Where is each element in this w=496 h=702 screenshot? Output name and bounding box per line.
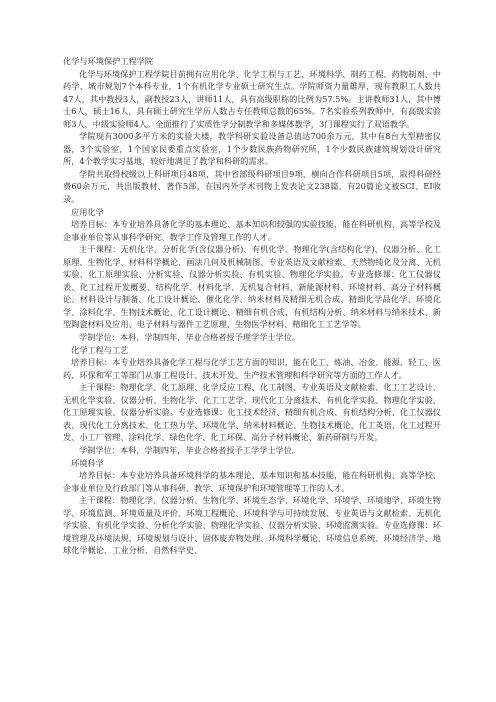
major-goal: 培养目标：本专业培养具备环境科学的基本理论、基本知识和基本技能，能在科研机构、高等学校、企事业单位及行政部门等从事科研、教学、环境保护和环境管理等工作的人才。	[63, 470, 441, 493]
major-heading: 化学工程与工艺	[71, 344, 129, 355]
major-degree: 学制学位：本科，学制四年，毕业合格者授予理学学士学位。	[79, 332, 301, 343]
major-goal: 培养目标：本专业培养具备化学工程与化学工艺方面的知识，能在化工、炼油、冶金、能源、轻工、医药、环保和军工等部门从事工程设计、技术开发、生产技术管理和科学研究等方面的工作人才。	[63, 357, 441, 380]
major-courses: 主干课程：无机化学、分析化学(含仪器分析)、有机化学、物理化学(含结构化学)、仪器分析、化工原理、生物化学、材料科学概论、画法几何及机械制图、专业英语及文献检索、天然物纯化及分离、无机实验、化工原理实验、分析实验、仪器分析实验、有机实验、物理化学实验。专业选修课：化工仪器仪表、化工过程开发概要、结构化学、材料化学、无机复合材料、新能源材料、环境材料、高分子材料概论、材料设计与制备、化工设计概论、催化化学、纳米材料及精细无机合成、精细化学品化学、环境化学、涂料化学、生物技术概论、化工设计概论、精细有机合成、有机结构分析、纳米材料与纳米技术、新型陶瓷材料及应用、电子材料与器件工艺原理、生物医学材料、精细化工工艺学等。	[63, 244, 441, 330]
major-goal: 培养目标：本专业培养具备化学的基本理论、基本知识和较强的实验技能，能在科研机构、高等学校及企事业单位等从事科学研究、教学工作及管理工作的人才。	[63, 219, 441, 242]
major-heading: 应用化学	[71, 206, 104, 217]
college-title: 化学与环境保护工程学院	[63, 56, 154, 66]
intro-paragraph: 化学与环境保护工程学院目前拥有应用化学、化学工程与工艺、环境科学、制药工程、药物制剂、中药学、城市规划7个本科专业，1个有机化学专业硕士研究生点。学院师资力量雄厚，现有教职工人数共47人，其中教授3人，副教授23人，讲师11人，具有高级职称的比例为57.5%。主讲教师31人，其中博士6人，硕士16人，具有硕士研究生学历人数占专任教师总数的65%。7名实验系列教师中，有高级实验师3人，中级实验师4人。全面推行了实质性学分制教学和多媒体教学，3门课程实行了双语教学。	[63, 68, 441, 129]
major-courses: 主干课程：物理化学、仪器分析、生物化学、环境生态学、环境化学、环境学、环境地学、环境生物学、环境监测、环境质量及评价、环境工程概论、环境科学与可持续发展、专业英语与文献检索、无机化学实验、有机化学实验、分析化学实验、物理化学实验、仪器分析实验、环境监测实验。专业选修课：环境管理及环境法规、环境规划与设计、固体废弃物处理、环境科学概论、环境信息系统、环境经济学、地球化学概论、工业分析、自然科学史、	[63, 495, 441, 556]
major-heading: 环境科学	[71, 457, 104, 468]
intro-paragraph: 学院共取得校级以上科研项目48项，其中省部级科研项目9项，横向合作科研项目5项，取得科研经费60余万元，共出版教材、著作5部，在国内外学术刊物上发表论文238篇，有20篇论文被SCI、EI收录。	[63, 168, 441, 205]
major-degree: 学制学位：本科，学制四年，毕业合格者授予工学学士学位。	[79, 444, 301, 455]
document-page	[63, 55, 441, 557]
major-courses: 主干课程：物理化学、化工原理、化学反应工程、化工制图、专业英语及文献检索、化工工艺设计、无机化学实验、仪器分析、生物化学、化工工艺学、现代化工分离技术、有机化学实验、物理化学实验、化工原理实验、仪器分析实验。专业选修课：化工技术经济、精细有机合成、有机结构分析、化工仪器仪表、现代化工分离技术、化工热力学、环境化学、纳米材料概论、生物技术概论、化工英语、化工过程开发、小工厂管理、涂料化学、绿色化学、化工环保、高分子材料概论、新药研制与开发。	[63, 382, 441, 443]
intro-paragraph: 学院现有3000多平方米的实验大楼，教学科研实验设备总值达700余万元，其中有8台大型精密仪器，3个实验室，1个国家民委重点实验室，1个少数民族药物研究所，1个少数民族建筑规划设计研究所，4个教学实习基地，较好地满足了教学和科研的需求。	[63, 131, 441, 167]
